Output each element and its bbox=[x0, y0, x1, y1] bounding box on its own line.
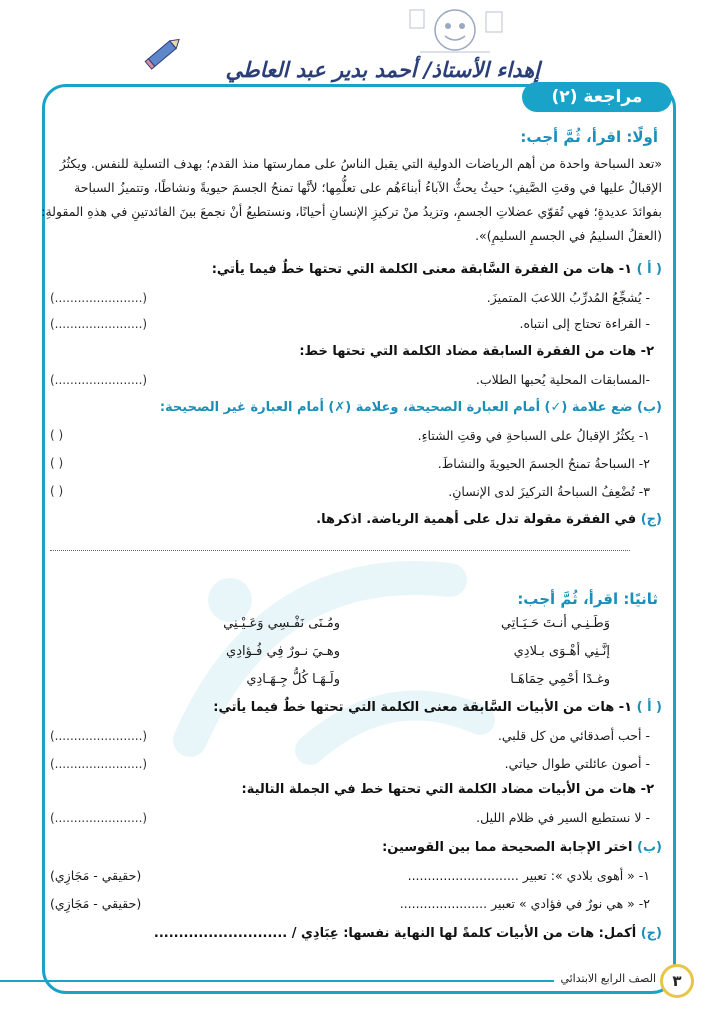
poem-verse: ولَـهَـا كُلُّ جِـهَـادِي bbox=[246, 672, 340, 687]
poem-verse: وهـيَ نـورٌ فِي فُـؤادِي bbox=[226, 644, 340, 659]
answer-blank[interactable]: (.......................) bbox=[50, 811, 148, 825]
question-label: (ب) bbox=[637, 840, 662, 855]
question-text: ضع علامة (✓) أمام العبارة الصحيحة، وعلامة (✗) أمام العبارة غير الصحيحة: bbox=[159, 400, 633, 415]
passage-line: الإقبالُ عليها في وقتِ الصَّيفِ؛ حيثُ يحثُّ الآباءُ أبناءَهُم على تعلُّمِها؛ لأنَّها تمنحُ الجسمَ حيويةً ونشاطًا، وتتميزُ السباحة bbox=[74, 180, 662, 195]
list-item: - أحب أصدقائي من كل قلبي. bbox=[497, 728, 650, 743]
review-title-tab: مراجعة (٢) bbox=[522, 82, 672, 112]
grade-label: الصف الرابع الابتدائي bbox=[554, 972, 662, 985]
answer-blank[interactable]: (.......................) bbox=[50, 373, 148, 387]
question-label: (ج) bbox=[640, 512, 662, 527]
list-item: - يُشجِّعُ المُدرِّبُ اللاعبَ المتميزَ. bbox=[486, 290, 650, 305]
question-c bbox=[154, 926, 662, 941]
list-item: - لا نستطيع السير في ظلام الليل. bbox=[476, 810, 650, 825]
list-item: ١- « أهوى بلادي »: تعبير ............................ bbox=[407, 868, 650, 883]
choices[interactable]: (حقيقي - مَجَازِي) bbox=[50, 868, 142, 883]
question-b bbox=[160, 400, 662, 415]
list-item: - القراءة تحتاج إلى انتباه. bbox=[519, 316, 650, 331]
passage-line: «تعد السباحة واحدة من أهم الرياضات الدولية التي يقبل الناسُ على ممارستها منذ القدم؛ بهدف التسلية للنفس. ويكثُرُ bbox=[59, 156, 662, 171]
poem-verse: إنَّـنِي أهْـوَى بـلادِي bbox=[513, 644, 610, 659]
list-item: ١- يكثُرُ الإقبالُ على السباحةِ في وقتِ الشتاءِ. bbox=[417, 428, 650, 443]
question-label: ( أ ) bbox=[636, 700, 662, 715]
question-text: أكمل: هات من الأبيات كلمةً لها النهاية نفسها: عِبَادِي / ........................... bbox=[153, 926, 637, 941]
poem-verse: وغـدًا أحْمِي حِمَاهَـا bbox=[510, 672, 610, 687]
passage-line: (العقلُ السليمُ في الجسمِ السليمِ)». bbox=[475, 228, 662, 243]
question-b bbox=[382, 840, 662, 855]
pencil-icon bbox=[140, 30, 186, 76]
answer-box[interactable]: ( ) bbox=[50, 456, 64, 470]
question-label: ( أ ) bbox=[636, 262, 662, 277]
answer-box[interactable]: ( ) bbox=[50, 484, 64, 498]
answer-box[interactable]: ( ) bbox=[50, 428, 64, 442]
choices[interactable]: (حقيقي - مَجَازِي) bbox=[50, 896, 142, 911]
question-a-1 bbox=[213, 700, 662, 715]
question-text: اختر الإجابة الصحيحة مما بين القوسين: bbox=[382, 840, 633, 855]
question-label: (ب) bbox=[637, 400, 662, 415]
list-item: - أصون عائلتي طوال حياتي. bbox=[504, 756, 650, 771]
question-c bbox=[316, 512, 662, 527]
list-item: -المسابقات المحلية يُحبها الطلاب. bbox=[475, 372, 650, 387]
page-number: ٣ bbox=[660, 964, 694, 998]
list-item: ٣- تُضْعِفُ السباحةُ التركيزَ لدى الإنسانِ. bbox=[448, 484, 650, 499]
poem-verse: وَطَـنِـي أنـتَ حَـيَـاتِي bbox=[500, 616, 610, 631]
question-text: في الفقرة مقولة تدل على أهمية الرياضة. اذكرها. bbox=[316, 512, 637, 527]
answer-blank[interactable]: (.......................) bbox=[50, 317, 148, 331]
answer-blank[interactable]: (.......................) bbox=[50, 291, 148, 305]
list-item: ٢- « هي نورٌ في فؤادي » تعبير ...................... bbox=[399, 896, 650, 911]
question-text: ١- هات من الفقرة السَّابقة معنى الكلمة التي تحتها خطٌ فيما يأتي: bbox=[211, 262, 633, 277]
question-a-2: ٢- هات من الفقرة السابقة مضاد الكلمة التي تحتها خط: bbox=[299, 344, 654, 359]
question-a-1 bbox=[212, 262, 662, 277]
question-label: (ج) bbox=[640, 926, 662, 941]
part2-title: ثانيًا: اقرأ، ثُمَّ أجب: bbox=[517, 590, 658, 608]
answer-line[interactable] bbox=[50, 550, 630, 551]
doodle-illustration bbox=[400, 2, 510, 62]
passage bbox=[41, 152, 662, 248]
dedication-title: إهداء الأستاذ/ أحمد بدير عبد العاطي bbox=[225, 58, 540, 82]
poem-verse: ومُـنَى نَفْـسِي وَعَـيْـنِي bbox=[223, 616, 340, 631]
list-item: ٢- السباحةُ تمنحُ الجسمَ الحيويةَ والنشاطَ. bbox=[437, 456, 650, 471]
question-text: ١- هات من الأبيات السَّابقة معنى الكلمة التي تحتها خطٌ فيما يأتي: bbox=[213, 700, 633, 715]
answer-blank[interactable]: (.......................) bbox=[50, 729, 148, 743]
part1-title: أولًا: اقرأ، ثُمَّ أجب: bbox=[520, 128, 658, 146]
question-a-2: ٢- هات من الأبيات مضاد الكلمة التي تحتها خط في الجملة التالية: bbox=[241, 782, 654, 797]
answer-blank[interactable]: (.......................) bbox=[50, 757, 148, 771]
passage-line: بفوائدَ عديدةٍ؛ فهي تُقوّي عضلاتِ الجسمِ، وتزيدُ منْ تركيزِ الإنسانِ أحيانًا، ونستطيعُ أنْ نجمعَ بينَ الفائدتينِ في هذهِ المقولةِ: bbox=[41, 204, 662, 219]
